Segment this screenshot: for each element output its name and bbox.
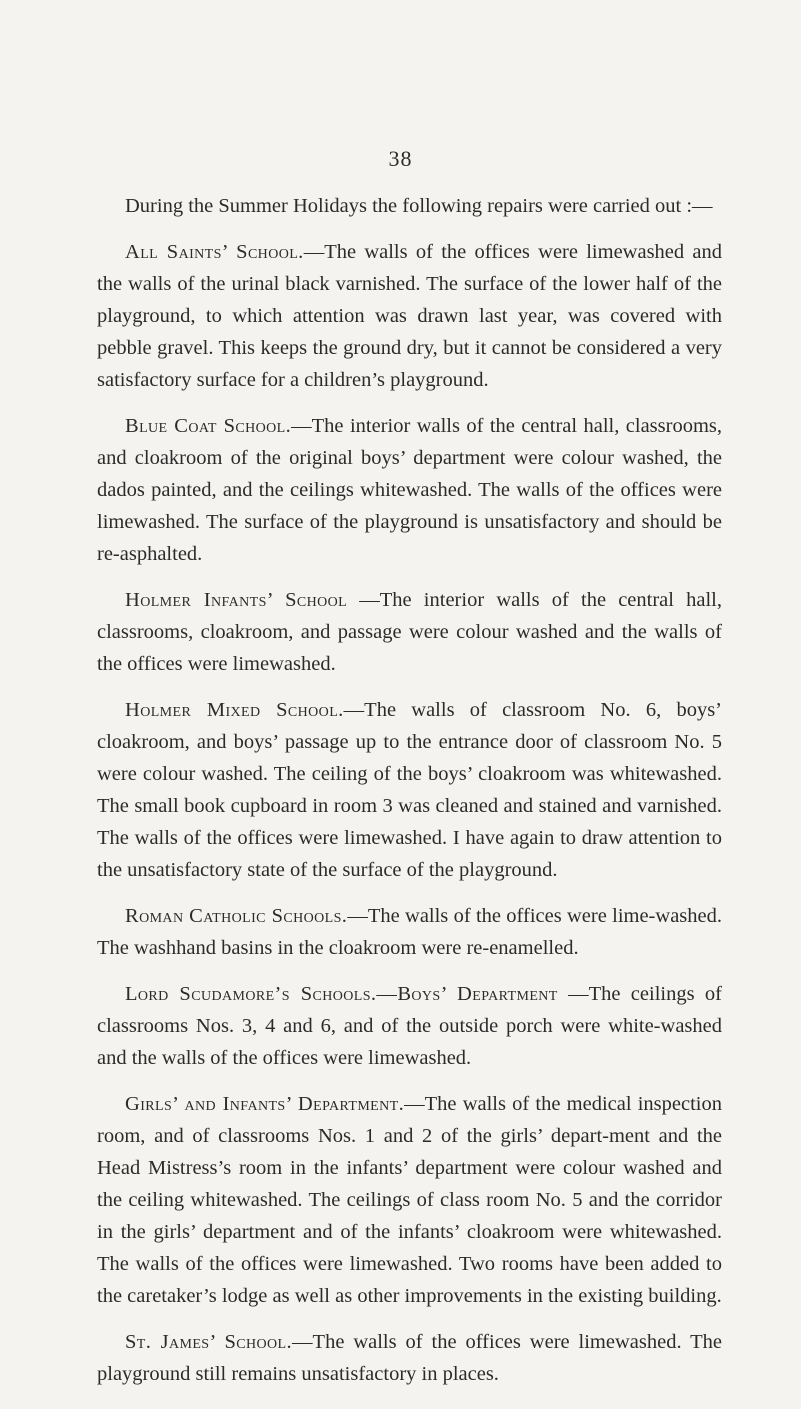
paragraph-heading: Blue Coat School. <box>125 415 292 437</box>
paragraph-heading: Lord Scudamore’s Schools.—Boys’ Department <box>125 983 558 1005</box>
paragraph-text: —The walls of the offices were limewashed and the walls of the urinal black varnished. The surface of the lower half of the playground, to which attention was drawn last year, was covered with pebble gravel. This keeps the ground dry, but it cannot be considered a very satisfactory surface for a children’s playground. <box>97 241 723 391</box>
paragraph-st-james <box>97 1326 722 1390</box>
paragraph-lord-scudamore <box>97 978 722 1074</box>
paragraph-holmer-infants <box>97 584 722 680</box>
paragraph-all-saints <box>97 236 722 396</box>
paragraph-text: —The interior walls of the central hall, classrooms, cloakroom, and passage were colour washed and the walls of the offices were limewashed. <box>97 589 722 675</box>
intro-paragraph: During the Summer Holidays the following repairs were carried out :— <box>125 195 713 217</box>
paragraph-text: —The walls of classroom No. 6, boys’ cloakroom, and boys’ passage up to the entrance door of classroom No. 5 were colour washed. The ceiling of the boys’ cloakroom was whitewashed. The small book cupboard in room 3 was cleaned and stained and varnished. The walls of the offices were limewashed. I have again to draw attention to the unsatisfactory state of the surface of the playground. <box>97 699 722 881</box>
paragraph-heading: Holmer Infants’ School <box>125 589 348 611</box>
paragraph-heading: St. James’ School. <box>125 1331 293 1353</box>
paragraph-text: —The interior walls of the central hall, classrooms, and cloakroom of the original boys’ department were colour washed, the dados painted, and the ceilings whitewashed. The walls of the offices were limewashed. The surface of the playground is unsatisfactory and should be re-asphalted. <box>97 415 722 565</box>
paragraph-text: —The walls of the medical inspection room, and of classrooms Nos. 1 and 2 of the girls’ depart-ment and the Head Mistress’s room in the infants’ department were colour washed and the ceiling whitewashed. The ceilings of class room No. 5 and the corridor in the girls’ department and of the infants’ cloakroom were whitewashed. The walls of the offices were limewashed. Two rooms have been added to the caretaker’s lodge as well as other improvements in the existing building. <box>97 1093 723 1307</box>
paragraph-holmer-mixed <box>97 694 722 886</box>
paragraph-roman-catholic <box>97 900 722 964</box>
paragraph-heading: All Saints’ School. <box>125 241 304 263</box>
paragraph-text: —The ceilings of classrooms Nos. 3, 4 and 6, and of the outside porch were white-washed and the walls of the offices were limewashed. <box>97 983 722 1069</box>
paragraph-girls-infants <box>97 1088 722 1312</box>
body-text <box>97 190 722 1404</box>
paragraph-heading: Roman Catholic Schools. <box>125 905 348 927</box>
page-number: 38 <box>388 146 413 171</box>
paragraph-text: —The walls of the offices were limewashed. The playground still remains unsatisfactory in places. <box>97 1331 722 1385</box>
paragraph-text: —The walls of the offices were lime-washed. The washhand basins in the cloakroom were re-enamelled. <box>97 905 722 959</box>
paragraph-heading: Holmer Mixed School. <box>125 699 344 721</box>
paragraph-blue-coat <box>97 410 722 570</box>
paragraph-heading: Girls’ and Infants’ Department. <box>125 1093 405 1115</box>
